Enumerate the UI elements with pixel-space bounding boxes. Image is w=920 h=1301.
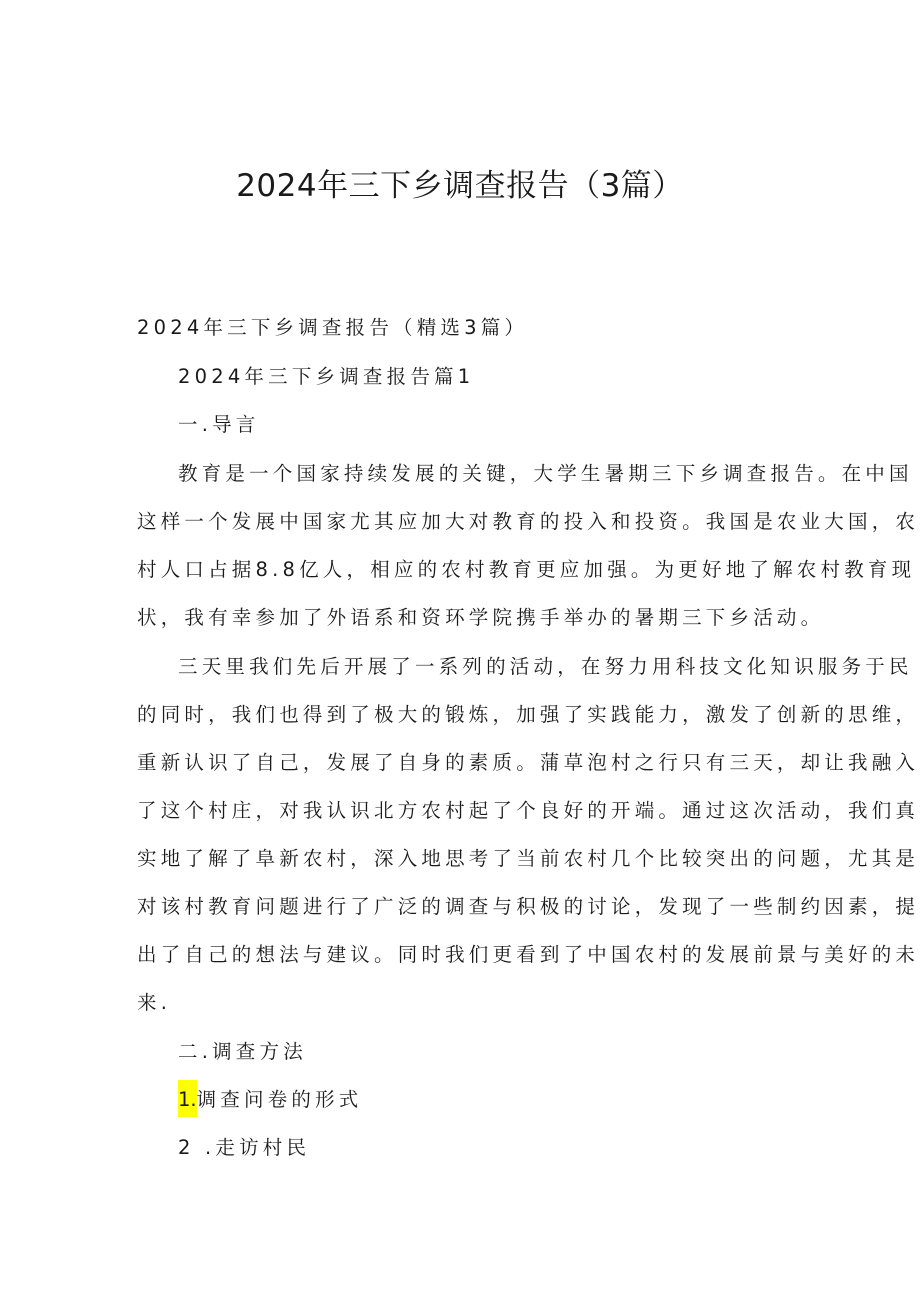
paragraph-1-line: 教育是一个国家持续发展的关键，大学生暑期三下乡调查报告。在中国 — [178, 462, 913, 485]
paragraph-2-line: 实地了解了阜新农村，深入地思考了当前农村几个比较突出的问题，尤其是 — [137, 847, 920, 870]
heading-introduction: 一.导言 — [178, 413, 260, 436]
paragraph-2-line: 三天里我们先后开展了一系列的活动，在努力用科技文化知识服务于民 — [178, 655, 913, 678]
paragraph-2-line: 出了自己的想法与建议。同时我们更看到了中国农村的发展前景与美好的未 — [137, 943, 920, 966]
list-item-text: 调查问卷的形式 — [196, 1088, 363, 1111]
paragraph-2-line: 来. — [137, 991, 172, 1014]
document-title: 2024年三下乡调查报告（3篇） — [236, 168, 684, 204]
document-subtitle: 2024年三下乡调查报告（精选3篇） — [137, 316, 529, 339]
paragraph-1-line: 这样一个发展中国家尤其应加大对教育的投入和投资。我国是农业大国，农 — [137, 510, 920, 533]
paragraph-1-line: 村人口占据8.8亿人，相应的农村教育更应加强。为更好地了解农村教育现 — [137, 558, 916, 581]
heading-survey-methods: 二.调查方法 — [178, 1040, 307, 1063]
paragraph-2-line: 重新认识了自己，发展了自身的素质。蒲草泡村之行只有三天，却让我融入 — [137, 751, 920, 774]
paragraph-2-line: 对该村教育问题进行了广泛的调查与积极的讨论，发现了一些制约因素，提 — [137, 895, 920, 918]
paragraph-1-line: 状，我有幸参加了外语系和资环学院携手举办的暑期三下乡活动。 — [137, 606, 825, 629]
list-item: 2 .走访村民 — [178, 1136, 311, 1159]
section-title: 2024年三下乡调查报告篇1 — [178, 365, 475, 388]
list-item — [178, 1087, 363, 1113]
paragraph-2-line: 了这个村庄，对我认识北方农村起了个良好的开端。通过这次活动，我们真 — [137, 799, 920, 822]
paragraph-2-line: 的同时，我们也得到了极大的锻炼，加强了实践能力，激发了创新的思维， — [137, 703, 920, 726]
highlighted-item-number: 1. — [178, 1080, 197, 1117]
